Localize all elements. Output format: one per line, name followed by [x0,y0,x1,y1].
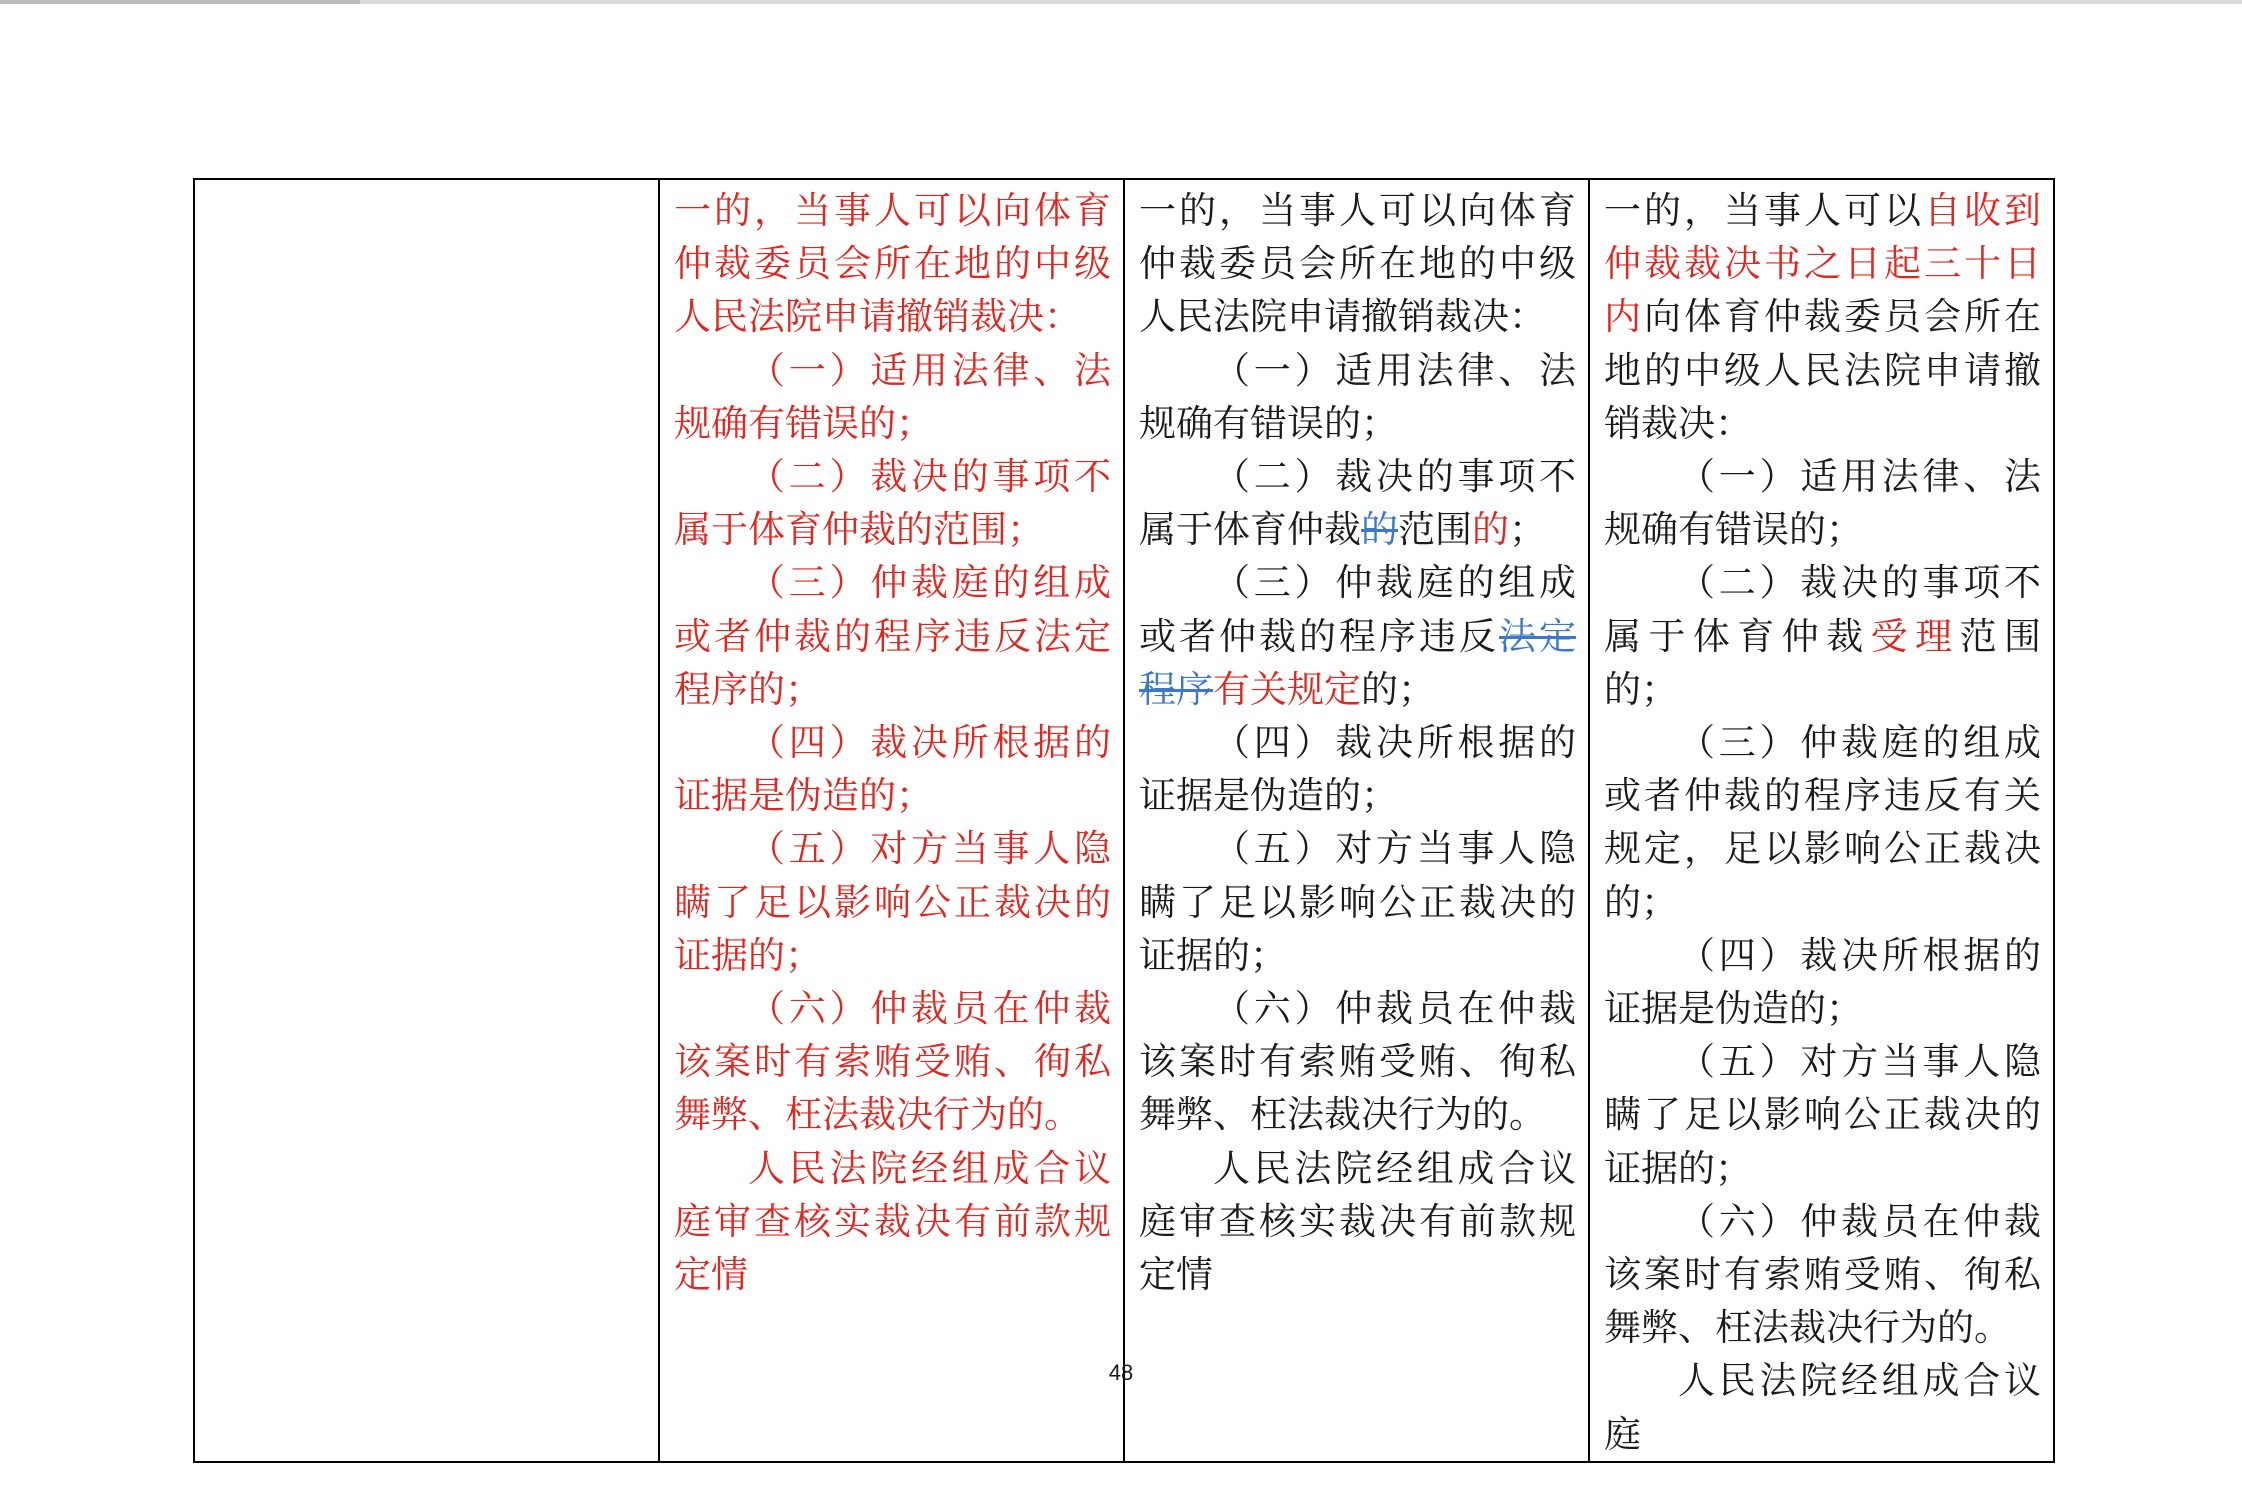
col4-item-2-inserted: 受理 [1870,614,1960,658]
col4-item-1: （一）适用法律、法规确有错误的； [1604,455,2041,552]
col1-text [195,180,658,184]
col4-paragraph [1604,184,2041,450]
col2-item-5: （五）对方当事人隐瞒了足以影响公正裁决的证据的； [674,827,1111,977]
col3-item-3-inserted: 有关规定 [1213,667,1361,711]
col3-item-6: （六）仲裁员在仲裁该案时有索贿受贿、徇私舞弊、枉法裁决行为的。 [1139,987,1576,1137]
col4-item-2-text-b: 范围的； [1604,614,2042,711]
col2-item-6: （六）仲裁员在仲裁该案时有索贿受贿、徇私舞弊、枉法裁决行为的。 [674,987,1111,1137]
col3-item-2-text: （二）裁决的事项不属于体育仲裁 [1139,455,1576,552]
table-cell-col3 [1124,179,1589,1462]
col4-item-3: （三）仲裁庭的组成或者仲裁的程序违反有关规定，足以影响公正裁决的； [1604,721,2041,924]
col2-item-1: （一）适用法律、法规确有错误的； [674,348,1111,445]
col4-paragraph-court: 人民法院经组成合议庭 [1604,1359,2041,1456]
col4-paragraph-inserted: 自收到仲裁裁决书之日起三十日内 [1604,189,2041,339]
col3-paragraph-court: 人民法院经组成合议庭审查核实裁决有前款规定情 [1139,1146,1576,1297]
table-cell-col1 [194,179,659,1462]
col3-paragraph: 一的，当事人可以向体育仲裁委员会所在地的中级人民法院申请撤销裁决： [1139,189,1576,339]
col4-paragraph-text: 一的，当事人可以 [1604,189,1924,232]
col2-item-2: （二）裁决的事项不属于体育仲裁的范围； [674,455,1111,552]
col3-item-2 [1139,450,1576,556]
top-scroll-bar [0,0,2242,4]
col4-item-4: （四）裁决所根据的证据是伪造的； [1604,933,2041,1031]
col3-item-3-text: （三）仲裁庭的组成或者仲裁的程序违反 [1139,561,1576,658]
col3-item-3-text-c: 的； [1361,667,1435,711]
top-scroll-thumb [0,0,360,4]
comparison-table [193,178,2055,1463]
col4-item-2-text: （二）裁决的事项不属于体育仲裁 [1604,561,2041,658]
col3-item-3 [1139,556,1576,716]
col3-item-1: （一）适用法律、法规确有错误的； [1139,348,1576,445]
table-cell-col2 [659,179,1124,1462]
col2-paragraph: 一的，当事人可以向体育仲裁委员会所在地的中级人民法院申请撤销裁决： [674,189,1111,339]
col4-item-2 [1604,556,2041,716]
col3-item-2-text-b: 范围 [1398,508,1472,552]
page-number: 48 [1108,1360,1134,1385]
col4-item-6: （六）仲裁员在仲裁该案时有索贿受贿、徇私舞弊、枉法裁决行为的。 [1604,1199,2041,1350]
col2-paragraph-court: 人民法院经组成合议庭审查核实裁决有前款规定情 [674,1146,1111,1297]
col2-item-3: （三）仲裁庭的组成或者仲裁的程序违反法定程序的； [674,561,1111,711]
col3-item-5: （五）对方当事人隐瞒了足以影响公正裁决的证据的； [1139,827,1576,977]
col4-text [1590,180,2053,1461]
col2-item-4: （四）裁决所根据的证据是伪造的； [674,721,1111,818]
col2-text [660,180,1123,1301]
col3-text [1125,180,1588,1301]
col4-paragraph-text-b: 向体育仲裁委员会所在地的中级人民法院申请撤销裁决： [1604,295,2041,445]
col3-item-2-text-c: ； [1509,508,1546,552]
table-cell-col4 [1589,179,2054,1462]
col4-item-5: （五）对方当事人隐瞒了足以影响公正裁决的证据的； [1604,1040,2041,1190]
table-row [194,179,2054,1462]
col3-item-4: （四）裁决所根据的证据是伪造的； [1139,721,1576,818]
col3-item-2-deleted: 的 [1361,508,1398,552]
col3-item-2-inserted: 的 [1472,508,1509,552]
col3-item-3-deleted: 法定程序 [1139,614,1576,711]
